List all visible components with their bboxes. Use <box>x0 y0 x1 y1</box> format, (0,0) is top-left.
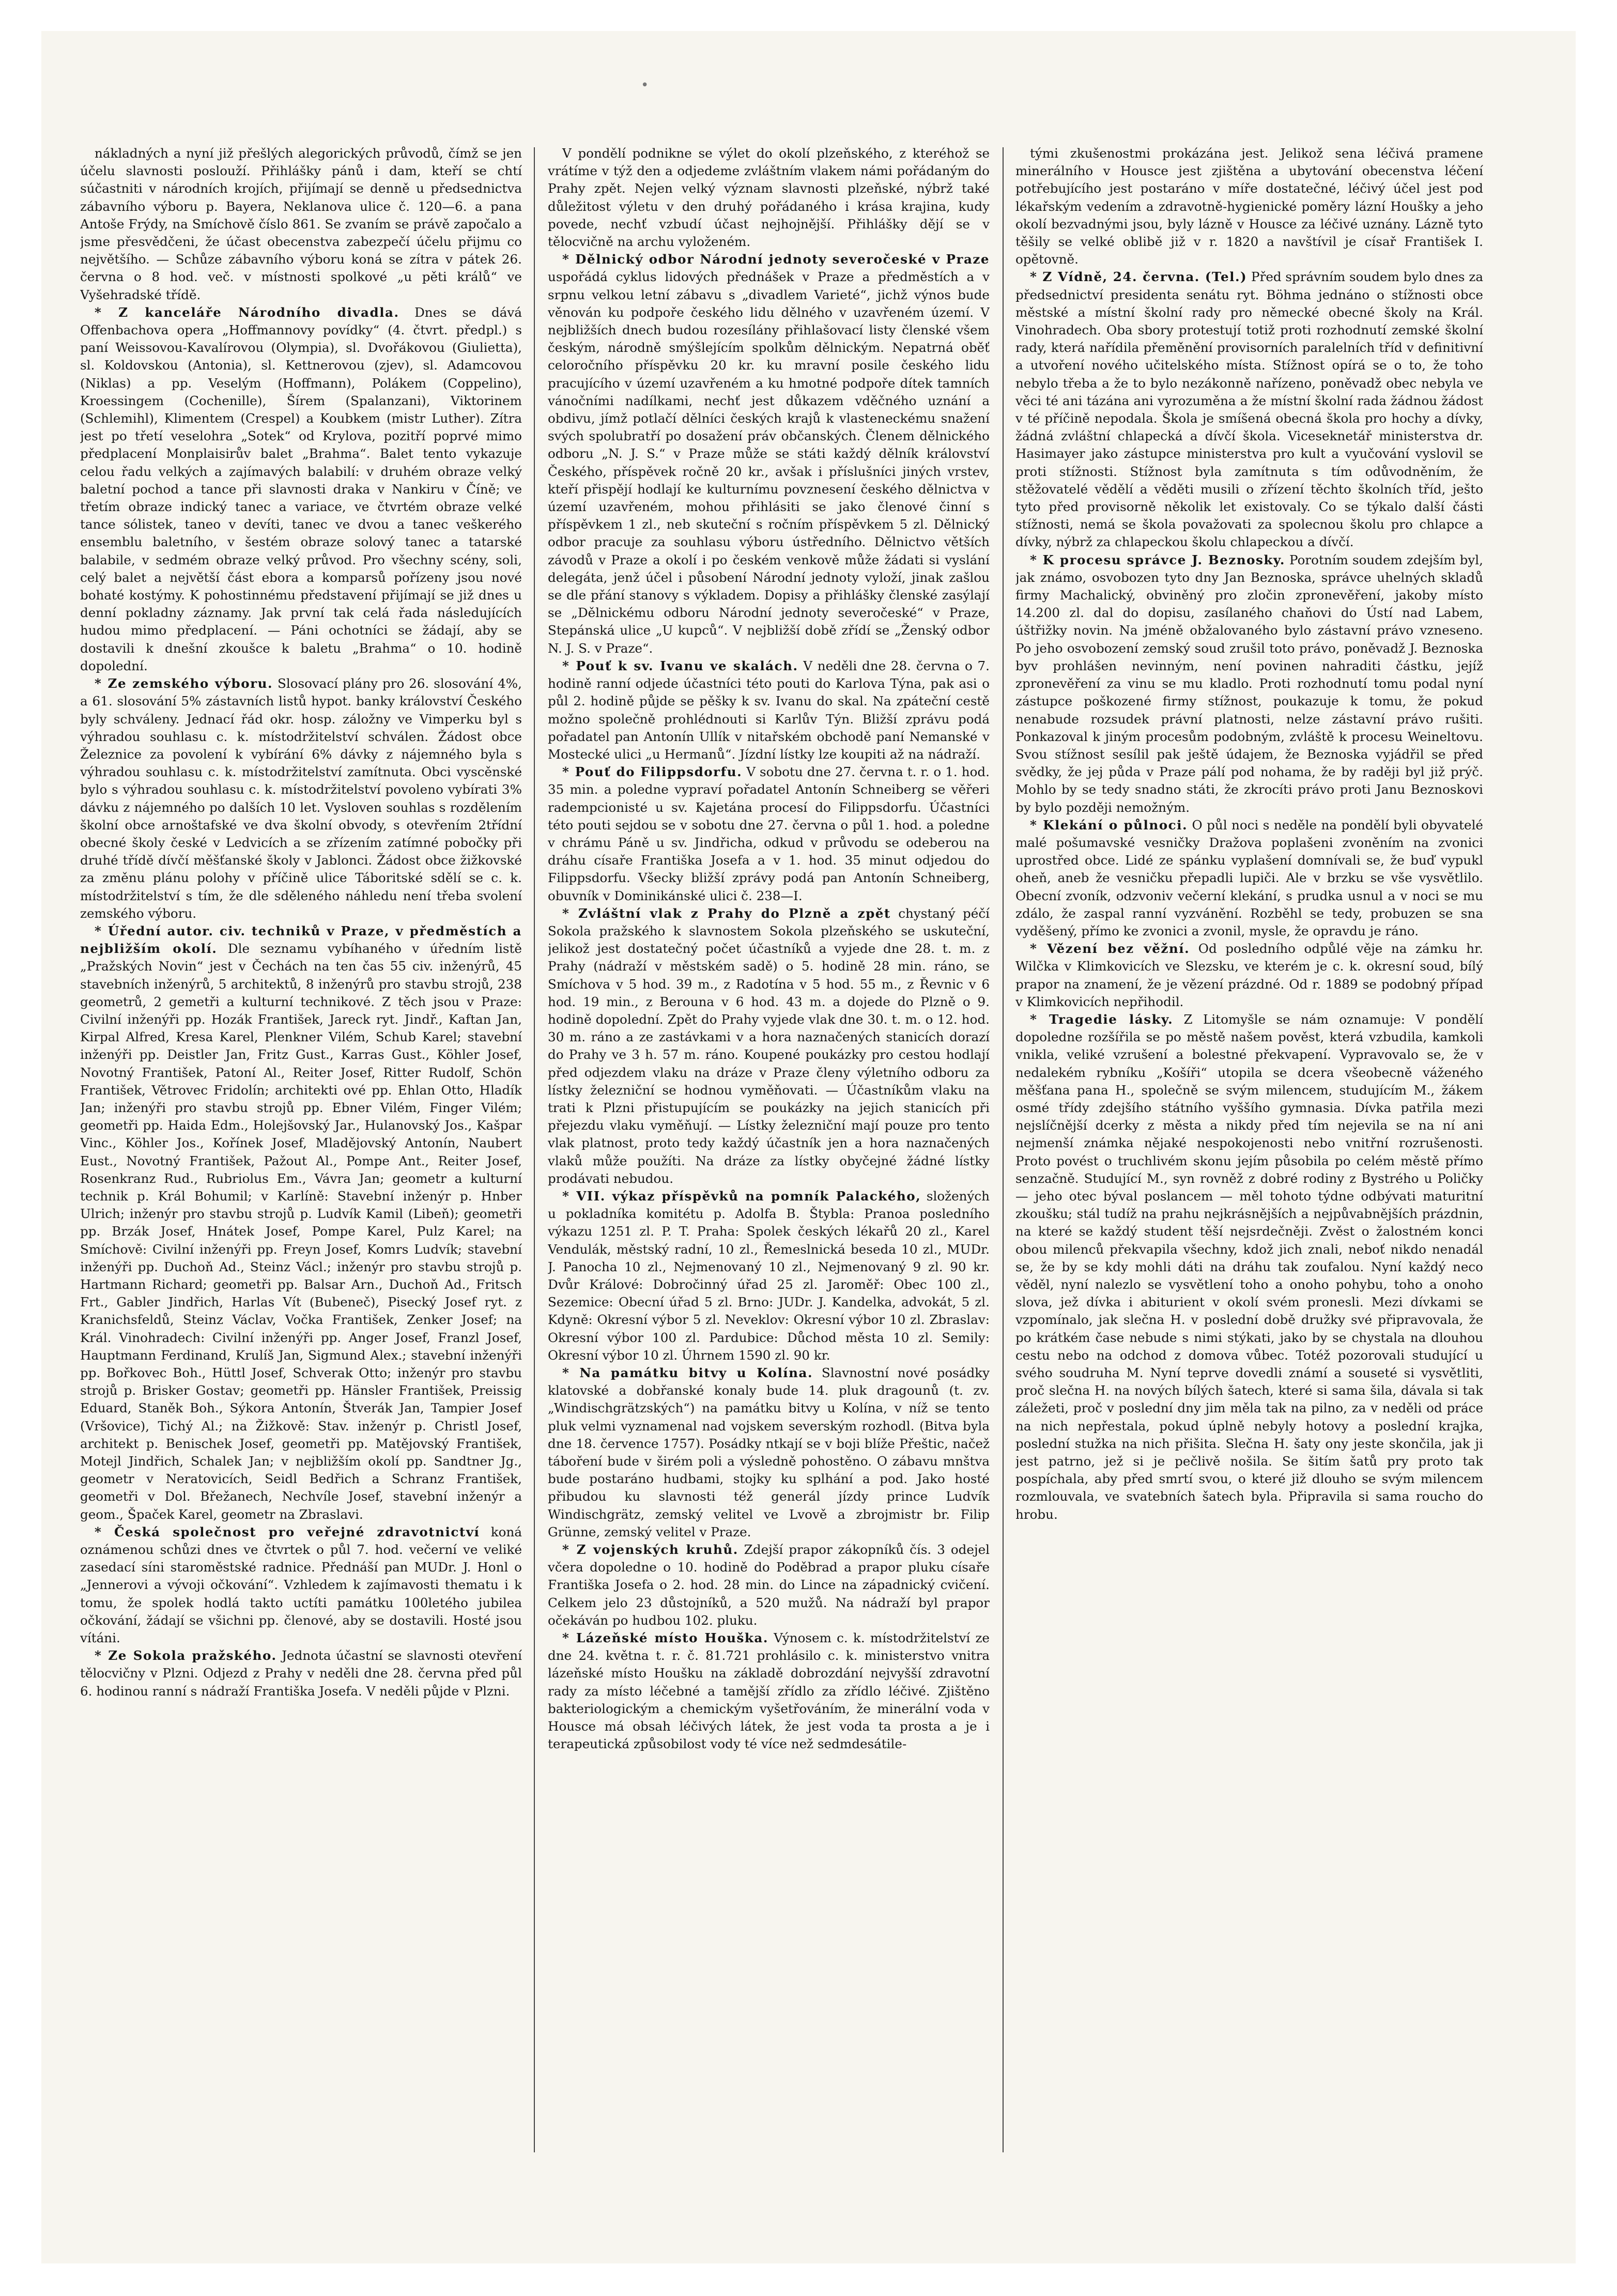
article-heading: * Česká společnost pro veřejné zdravotnictví <box>95 1524 480 1539</box>
article-heading: * Pouť k sv. Ivanu ve skalách. <box>562 658 798 673</box>
article-text: Výnosem c. k. místodržitelství ze dne 24. května t. r. č. 81.721 prohlásilo c. k. ministerstvo vnitra lázeňské místo Houšku na základě dobrozdání nejvyšší zdravotní rady za místo léčebné a tamější zřídlo za zřídlo léčivé. Zjištěno bakteriologickým a chemickým vyšetřováním, že minerální voda v Housce má obsah léčivých látek, že jest voda ta prosta a je i terapeutická způsobilost vody té více než sedmdesátile- <box>548 1630 990 1752</box>
article-text: Jednota účastní se slavnosti otevření tělocvičny v Plzni. Odjezd z Prahy v neděli dne 28. června před půl 6. hodinou ranní s nádraží Františka Josefa. V neděli půjde v Plzni. <box>80 1648 522 1699</box>
article-heading: * Dělnický odbor Národní jednoty severočeské v Praze <box>562 252 990 267</box>
article-paragraph <box>80 304 522 675</box>
article-heading: * Ze zemského výboru. <box>95 676 273 691</box>
article-heading: * Z vojenských kruhů. <box>562 1542 738 1558</box>
article-text: V neděli dne 28. června o 7. hodině ranní odjede účastníci této pouti do Karlova Týna, pak asi o půl 2. hodině půjde se pěšky k sv. Ivanu do skal. Na zpáteční cestě možno společně prohlédnouti si Karlův Týn. Bližší zprávu podá pořadatel pan Antonín Ullík v nitařském obchodě paní Nemanské v Mostecké ulici „u Hermanů“. Jízdní lístky lze koupiti až na nádraží. <box>548 658 990 762</box>
article-heading: * Zvláštní vlak z Prahy do Plzně a zpět <box>562 905 891 921</box>
article-heading: * Vězení bez věžní. <box>1030 941 1190 957</box>
article-heading: * Tragedie lásky. <box>1030 1011 1174 1027</box>
article-text: chystaný péčí Sokola pražského k slavnostem Sokola plzeňského se uskuteční, jelikož jest dostatečný počet účastníků a vyjede dne 28. t. m. z Prahy (nádraží v městském sadě) o 5. hodině 28 min. ráno, se Smíchova v 5 hod. 39 m., z Radotína v 5 hod. 55 m., z Řevnic v 6 hod. 19 min., z Berouna v 6 hod. 43 m. a dojede do Plzně o 9. hodině dopolední. Zpět do Prahy vyjede vlak dne 30. t. m. o 12. hod. 30 m. ráno a ze zastávkami v a hora naznačených stanicích dorazí do Prahy ve 3 h. 57 m. ráno. Koupené poukázky pro cestou hodlají před odjezdem vlaku na dráze v Praze členy výletního odboru za lístky železniční se hodnou vyměňovati. — Účastníkům vlaku na trati k Plzni přistupujícím se poukázky na jejich stanicích při přejezdu vlaku vyměňují. — Lístky železniční mají pouze pro tento vlak platnost, proto tedy každý účastník jen a hora naznačených vlaků může použíti. Na dráze za lístky obyčejné žádné lístky prodávati nebudou. <box>548 905 990 1186</box>
article-text: V pondělí podnikne se výlet do okolí plzeňského, z kteréhož se vrátíme v týž den a odjedeme zvláštním vlakem námi pořádaným do Prahy zpět. Nejen velký význam slavnosti plzeňské, nýbrž také důležitost výletu v den druhý pořádaného i krása krajina, kudy povede, nechť vzbudí účast nejhojnější. Přihlášky dějí se v tělocvičně na archu vyloženém. <box>548 146 990 250</box>
article-heading: * Pouť do Filippsdorfu. <box>562 764 743 780</box>
article-text: Slosovací plány pro 26. slosování 4%, a 61. slosování 5% zástavních listů hypot. banky království Českého byly schváleny. Jednací řád okr. hosp. záložny ve Vimperku byl s výhradou souhlasu c. k. místodržitelství schválen. Žádost obce Železnice za povolení k vybírání 6% dávky z nájemného byla s výhradou souhlasu c. k. místodržitelství zamítnuta. Obci vyscěnské bylo s výhradou souhlasu c. k. místodržitelství povoleno vybírati 3% dávku z nájemného po dalších 10 let. Vysloven souhlas s rozdělením školní obce arnoštafské ve dva školní obvody, s otevřením 2třídní obecné školy české v Ledvicích a se zřízením zatímné pobočky při druhé třídě dívčí měšťanské školy v Jablonci. Žádost obce žižkovské za změnu plánu polohy v příčině ulice Táboritské sdělí se c. k. místodržitelství s tím, že dle sděleného náhledu není třeba svolení zemského výboru. <box>80 676 522 921</box>
article-paragraph <box>548 1364 990 1541</box>
text-column-middle <box>548 145 990 2150</box>
article-text: složených u pokladníka komitétu p. Adolfa B. Štybla: Pranoa posledního výkazu 1251 zl. P. T. Praha: Spolek českých lékařů 20 zl., Karel Vendulák, městský radní, 10 zl., Řemeslnická beseda 10 zl., MUDr. J. Panocha 10 zl., Nejmenovaný 10 zl., Nejmenovaný 9 zl. 90 kr. Dvůr Králové: Dobročinný úřad 25 zl. Jaroměř: Obec 100 zl., Sezemice: Obecní úřad 5 zl. Brno: JUDr. J. Kandelka, advokát, 5 zl. Kdyně: Okresní výbor 5 zl. Neveklov: Okresní výbor 10 zl. Zbraslav: Okresní výbor 100 zl. Pardubice: Důchod města 10 zl. Semily: Okresní výbor 10 zl. Úhrnem 1590 zl. 90 kr. <box>548 1188 990 1363</box>
article-paragraph <box>1015 1011 1483 1523</box>
text-column-left <box>80 145 522 2150</box>
article-text: Porotním soudem zdejším byl, jak známo, osvobozen tyto dny Jan Beznoska, správce uhelných skladů firmy Machalický, obviněný pro zločin zpronevěření, jakoby místo 14.200 zl. dal do dopisu, zasílaného chaňovi do Ústí nad Labem, úštřižky novin. Na jméně obžalovaného bylo zástavní právo vzneseno. Po jeho osvobození zemský soud zrušil toto právo, poněvadž J. Beznoska byv prohlášen nevinným, není povinen nahraditi částku, jejíž zpronevěření za vinu se mu kladlo. Proti rozhodnutí tomu podal nyní zástupce poškozené firmy stížnost, poukazuje k tomu, že pokud nenabude rozsudek právní platnosti, nelze zástavní právo rušiti. Ponkazoval k jiným procesům podobným, zvláště k procesu Weineltovu. Svou stížnost sesílil pak ještě údajem, že Beznoska vyjádřil se před svědky, že jej půda v Praze pálí pod nohama, že by raději byl již prýč. Mohlo by se tedy snadno státi, že zkrocíti právo proti Janu Beznoskovi by bylo později nemožným. <box>1015 552 1483 815</box>
article-heading: * Z Vídně, 24. června. (Tel.) <box>1030 269 1248 285</box>
article-text: Před správním soudem bylo dnes za předsednictví presidenta senátu ryt. Böhma jednáno o stížnosti obce městské a místní školní rady pro německé obecné školy na Král. Vinohradech. Oba sbory protestují totiž proti rozhodnutí zemské školní rady, která nařídila přeměnění provisorních paralelních tříd v definitivní a utvoření nového učitelského místa. Stížnost opírá se o to, že toho nebylo třeba a že to bylo nezákonně nařízeno, poněvadž obec nebyla ve věci té ani tázána ani vyrozuměna a že místní školní rada žádnou žádost v té příčině nepodala. Škola je smíšená obecná škola pro hochy a dívky, žádná zvláštní chlapecká a dívčí škola. Viceseknetář ministerstva dr. Hasimayer jako zástupce ministerstva pro kult a vyučování vyslovil se proti stížnosti. Stížnost byla zamítnuta s tím odůvodněním, že stěžovatelé vědělí a věděti musili o zřízení těchto školních tříd, ješto tyto před provisorně několik let existovaly. Co se týkalo další části stížnosti, nemá se škola považovati za spolecnou školu pro chlapce a dívky, nýbrž za chlapeckou školu chlapeckou a dívčí. <box>1015 269 1483 550</box>
article-paragraph <box>548 763 990 905</box>
article-text: Dnes se dává Offenbachova opera „Hoffmannovy povídky“ (4. čtvrt. předpl.) s paní Weissovou-Kavalírovou (Olympia), sl. Dvořákovou (Giulietta), sl. Koldovskou (Antonia), sl. Kettnerovou (zjev), sl. Adamcovou (Niklas) a pp. Veselým (Hoffmann), Polákem (Coppelino), Kroessingem (Cochenille), Šírem (Spalanzani), Viktorinem (Schlemihl), Klimentem (Crespel) a Koubkem (mistr Luther). Zítra jest po třetí veselohra „Sotek“ od Krylova, pozitří poprvé mimo předplacení Monplaisirův balet „Brahma“. Balet tento vykazuje celou řadu velkých a zajímavých balabilí: v druhém obraze velký baletní pochod a tance při slavnosti draka v Nankiru v Číně; ve třetím obraze indický tanec a variace, ve čtvrtém obraze velké tance sólistek, taneo v devíti, tanec ve dvou a tanec veškerého ensemblu baletního, v šestém obraze solový tanec a tatarské balabile, v sedmém obraze velký průvod. Pro všechny scény, soli, celý balet a největší část ebora a komparsů pořízeny jsou nové bohaté kostýmy. K pohostinnému představení přijímají se již dnes u denní pokladny záznamy. Jak první tak celá řada následujících hudou mimo předplacení. — Páni ochotníci se žádají, aby se dostavili k dnešní zkoušce k baletu „Brahma“ o 10. hodině dopolední. <box>80 304 522 673</box>
article-heading: * Klekání o půlnoci. <box>1030 817 1188 833</box>
article-paragraph <box>80 922 522 1523</box>
article-paragraph <box>1015 145 1483 268</box>
article-paragraph <box>80 145 522 304</box>
column-rule <box>534 147 535 2152</box>
article-heading: * VII. výkaz příspěvků na pomník Palackého, <box>562 1188 921 1204</box>
article-text: Od posledního odpůlé věje na zámku hr. Wilčka v Klimkovicích ve Slezsku, ve kterém je c. k. okresní soud, bílý prapor na znamení, že je vězení prázdné. Od r. 1889 se podobný případ v Klimkovicích nepřihodil. <box>1015 941 1483 1009</box>
column-rule <box>1003 147 1004 2152</box>
article-paragraph <box>548 251 990 657</box>
article-text: O půl noci s neděle na pondělí byli obyvatelé malé pošumavské vesničky Dražova poplašeni zvoněním na zvonici uprostřed obce. Lidé ze spánku vyplašení domnívali se, že buď vypukl oheň, aneb že vesničku přepadli lupiči. Ale v brzku se vše vysvětlilo. Obecní zvoník, odzvoniv večerní klekání, s prudka usnul a v noci se mu zdálo, že zaspal ranní vyzvánění. Rozběhl se tedy, probuzen se sna vyděšený, přímo ke zvonici a zvonil, mysle, že opravdu je ráno. <box>1015 817 1483 938</box>
article-paragraph <box>80 675 522 922</box>
article-paragraph <box>548 657 990 763</box>
article-text: koná oznámenou schůzi dnes ve čtvrtek o půl 7. hod. večerní ve veliké zasedací síni staroměstské radnice. Přednáší pan MUDr. J. Honl o „Jennerovi a vývoji očkování“. Vzhledem k zajímavosti thematu i k tomu, že spolek hodlá takto uctíti památku 100letého jubilea očkování, žádají se všichni pp. členové, aby se dostavili. Hosté jsou vítáni. <box>80 1524 522 1646</box>
article-paragraph <box>1015 551 1483 816</box>
article-text: tými zkušenostmi prokázána jest. Jelikož sena léčivá pramene minerálního v Housce jest zjištěna a ubytování obecenstva léčení potřebujícího jest postaráno v míře dostatečné, léčivý účel jest pod lékařským vedením a zdravotně-hygienické poměry lázní Houšky a jeho okolí bezvadnými jsou, byly lázně v Housce za léčivé uznány. Lázně tyto těšily se velké oblibě již v r. 1820 a navštívil je císař František I. opětovně. <box>1015 146 1483 267</box>
article-text: Z Litomyšle se nám oznamuje: V pondělí dopoledne rozšířila se po městě našem pověst, která vzbudila, kamkoli vnikla, veliké vzrušení a bolestné překvapení. Vypravovalo se, že v nedalekém rybníku „Košíři“ utopila se dcera všeobecně váženého měšťana pana H., společně se svým milencem, studujícím M., žákem osmé třídy zdejšího státního vyššího gymnasia. Dívka patřila mezi nejslíčnější dcerky z města a nikdy před tím nejevila se na ní ani nejmenší známka nějaké nespokojenosti nebo vnitřní rozrušenosti. Proto povést o truchlivém skonu jejím působila po celém městě přímo senzačně. Studující M., syn rovněž z dobré rodiny z Bystrého u Poličky — jeho otec býval poslancem — měl tohoto týdne odbývati maturitní zkoušku; stál tudíž na prahu nejkrásnějších a nejpůvabnějších prázdnin, na které se každý student těší nejsrdečněji. Zvěst o žalostném konci obou milenců překvapila všechny, kdož jich znali, neboť nikdo nenadál se, že by se kdy mohli dáti na dráhu tak zoufalou. Nyní každý neco věděl, nyní nalezlo se vysvětlení toho a onoho pohybu, toho a onoho slova, jež dívka i abiturient v okolí svém pronesli. Mezi dívkami se vzpomínalo, jak slečna H. v poslední době družky své připravovala, že po krátkém čase nebude s nimi stýkati, jako by se chystala na dlouhou cestu nebo na odchod z domova vůbec. Totéž pozorovali studující u svého soudruha M. Nyní teprve dovedli známí a souseté si vysvětliti, proč slečna H. na nových bílých šatech, které si sama šila, dávala si tak záležeti, proč v poslední dny jim měla tak na pilno, za v neděli od práce na nich nepřestala, pokud úplně nebyly hotovy a poslední krajka, poslední stužka na nich přišita. Slečna H. šaty ony jeste skončila, jak ji jest patrno, jež si je pečlivě nošila. Se šitím šatů pry proto tak pospíchala, aby před smrtí svou, o které již dlouho se svým milencem rozmlouvala, ve svatebních šatech byla. Připravila si sama roucho do hrobu. <box>1015 1011 1483 1522</box>
article-paragraph <box>548 905 990 1188</box>
article-paragraph <box>1015 268 1483 551</box>
article-paragraph <box>548 1629 990 1753</box>
article-text: Slavnostní nové posádky klatovské a dobřanské konaly bude 14. pluk dragounů (t. zv. „Windischgrätzských“) na památku bitvy u Kolína, v níž se tento pluk velmi vyznamenal nad vojskem severským rozhodl. (Bitva byla dne 18. července 1757). Posádky ntkají se v boji blíže Přeštic, načež táboření bude v širém poli a výsledně pohostěno. O zábavu mnštva bude postaráno hudbami, stojky ku splhání a pod. Jako hosté přibudou ku slavnosti též generál jízdy prince Ludvík Windischgrätz, zemský velitel ve Lvově a zbrojmistr br. Filip Grünne, zemský velitel v Praze. <box>548 1365 990 1539</box>
article-paragraph <box>548 145 990 251</box>
article-heading: * Na památku bitvy u Kolína. <box>562 1365 813 1381</box>
article-text: Dle seznamu vybíhaného v úředním listě „Pražských Novin“ jest v Čechách na ten čas 55 civ. inženýrů, 45 stavebních inženýrů, 5 architektů, 8 inženýrů pro stavbu strojů, 238 geometrů, 2 gemetři a kulturní technikové. Z těch jsou v Praze: Civilní inženýři pp. Hozák František, Jareck ryt. Jindř., Kaftan Jan, Kirpal Alfred, Kresa Karel, Plenkner Vilém, Schub Karel; stavební inženýři pp. Deistler Jan, Fritz Gust., Karras Gust., Köhler Josef, Novotný František, Patoní Al., Reiter Josef, Ritter Rudolf, Schön František, Větrovec Fridolín; architekti ové pp. Ehlan Otto, Hladík Jan; inženýři pro stavbu strojů pp. Ebner Vilém, Finger Vilém; geometři pp. Haida Edm., Holejšovský Jar., Hulanovský Jos., Kašpar Vinc., Köhler Jos., Kořínek Josef, Mladějovský Antonín, Naubert Eust., Novotný František, Pažout Al., Pompe Ant., Reiter Josef, Rosenkranz Rud., Rubriolus Em., Vávra Jan; geometr a kulturní technik p. Král Bohumil; v Karlíně: Stavební inženýr p. Hnber Ulrich; inženýr pro stavbu strojů p. Ludvík Kamil (Libeň); geometři pp. Brzák Josef, Hnátek Josef, Pompe Karel, Pulz Karel; na Smíchově: Civilní inženýři pp. Freyn Josef, Komrs Ludvík; stavební inženýři pp. Duchoň Ad., Steinz Václ.; inženýr pro stavbu strojů p. Hartmann Richard; geometři pp. Balsar Arn., Duchoň Ad., Fritsch Frt., Gabler Jindřich, Harlas Vít (Bubeneč), Pisecký Josef ryt. z Kranichsfeldů, Steinz Václav, Vočka František, Zenker Josef; na Král. Vinohradech: Civilní inženýři pp. Anger Josef, Franzl Josef, Hauptmann Ferdinand, Krulíš Jan, Sigmund Alex.; stavební inženýři pp. Bořkovec Boh., Hüttl Josef, Schverak Otto; inženýr pro stavbu strojů p. Brisker Gostav; geometři pp. Hänsler František, Preissig Eduard, Staněk Boh., Sýkora Antonín, Štverák Jan, Tampier Josef (Vršovice), Tichý Al.; na Žižkově: Stav. inženýr p. Christl Josef, architekt p. Benischek Josef, geometři pp. Matějovský František, Motejl Jindřich, Schalek Jan; v nejbližším okolí pp. Sandtner Jg., geometr v Neratovicích, Seidl Bedřich a Schranz František, geometři v Dol. Břežanech, Nechvíle Josef, stavební inženýr a geom., Špaček Karel, geometr na Zbraslavi. <box>80 941 522 1522</box>
article-paragraph <box>1015 816 1483 940</box>
article-heading: * Z kanceláře Národního divadla. <box>95 304 399 320</box>
article-paragraph <box>548 1541 990 1629</box>
article-text: Zdejší prapor zákopníků čís. 3 odejel včera dopoledne o 10. hodině do Poděbrad a prapor pluku císaře Františka Josefa o 2. hod. 28 min. do Lince na západnický cvičení. Celkem jelo 23 důstojníků, a 520 mužů. Na nádraží byl prapor očekáván po hudbou 102. pluku. <box>548 1542 990 1628</box>
page-margin <box>0 0 41 2296</box>
article-text: uspořádá cyklus lidových přednášek v Praze a předměstích a v srpnu velkou letní zábavu s „divadlem Varieté“, jichž výnos bude věnován ku podpoře českého lidu dělného v uzavřeném území. V nejbližších dnech budou rozesílány přihlašovací listy členské všem českým, národně smýšlejícím spolkům dělnickým. Nepatrná oběť celoročního příspěvku 20 kr. ku mravní posile českého lidu pracujícího v území uzavřeném a ku hmotné podpoře dítek tamních vánočními nadílkami, nechť jest důkazem vděčného uznání a obdivu, jímž potlačí dělníci českých krajů k vlasteneckému snažení svých spolubratří po dosažení práv občanských. Členem dělnického odboru „N. J. S.“ v Praze může se státi každý dělník království Českého, příspěvek ročně 20 kr., avšak i příslušníci jiných vrstev, kteří přispějí hodlají ke kulturnímu povznesení českého dělnictva v území uzavřeném, mohou přihlásiti se jako členové činní s příspěvkem 1 zl., neb skuteční s ročním příspěvkem 5 zl. Dělnický odbor pracuje za souhlasu výboru ústředního. Dělnictvo větších závodů v Praze a okolí i po českém venkově může žádati si vyslání delegáta, jenž účel i působení Národní jednoty vyloží, jinak zašlou se dle přání stanovy s výkladem. Dopisy a přihlášky členské zasýlají se „Dělnickému odboru Národní jednoty severočeské“ v Praze, Stepánská ulice „U kupců“. V nejbližší době zřídí se „Ženský odbor N. J. S. v Praze“. <box>548 269 990 656</box>
article-heading: * Lázeňské místo Houška. <box>562 1630 768 1646</box>
article-text: V sobotu dne 27. června t. r. o 1. hod. 35 min. a poledne vypraví pořadatel Antonín Schneiberg se věřeri radempcionisté u sv. Kajetána procesí do Filippsdorfu. Účastníci této pouti sejdou se v sobotu dne 27. června o půl 1. hod. a poledne v chrámu Páně u sv. Jindřicha, odkud v průvodu se odeberou na dráhu císaře Františka Josefa a v 1. hod. 35 minut odjedou do Filippsdorfu. Všecky bližší zprávy podá pan Antonín Schneiberg, obuvník v Dominikánské ulici č. 238—I. <box>548 764 990 903</box>
article-text: nákladných a nyní již přešlých alegorických průvodů, čímž se jen účelu slavnosti poslouží. Přihlášky pánů i dam, kteří se chtí súčastniti v národních krojích, přijímají se denně u předsednictva zábavního výboru p. Bayera, Neklanova ulice č. 120—6. a pana Antoše Frýdy, na Smíchově číslo 861. Se zvaním se právě započalo a jsme přesvědčeni, že účast obecenstva zabezpečí účelu přijmu co největšího. — Schůze zábavního výboru koná se zítra v pátek 26. června o 8 hod. več. v místnosti spolkové „u pěti králů“ ve Vyšehradské třídě. <box>80 146 522 302</box>
article-heading: * Úřední autor. civ. techniků v Praze, v předměstích a nejbližším okolí. <box>80 923 522 957</box>
text-column-right <box>1015 145 1483 2150</box>
article-paragraph <box>548 1188 990 1364</box>
article-paragraph <box>1015 940 1483 1011</box>
article-heading: * K procesu správce J. Beznosky. <box>1030 552 1285 567</box>
page-mark: • <box>641 78 649 93</box>
article-paragraph <box>80 1647 522 1700</box>
article-heading: * Ze Sokola pražského. <box>95 1648 277 1663</box>
article-paragraph <box>80 1523 522 1647</box>
